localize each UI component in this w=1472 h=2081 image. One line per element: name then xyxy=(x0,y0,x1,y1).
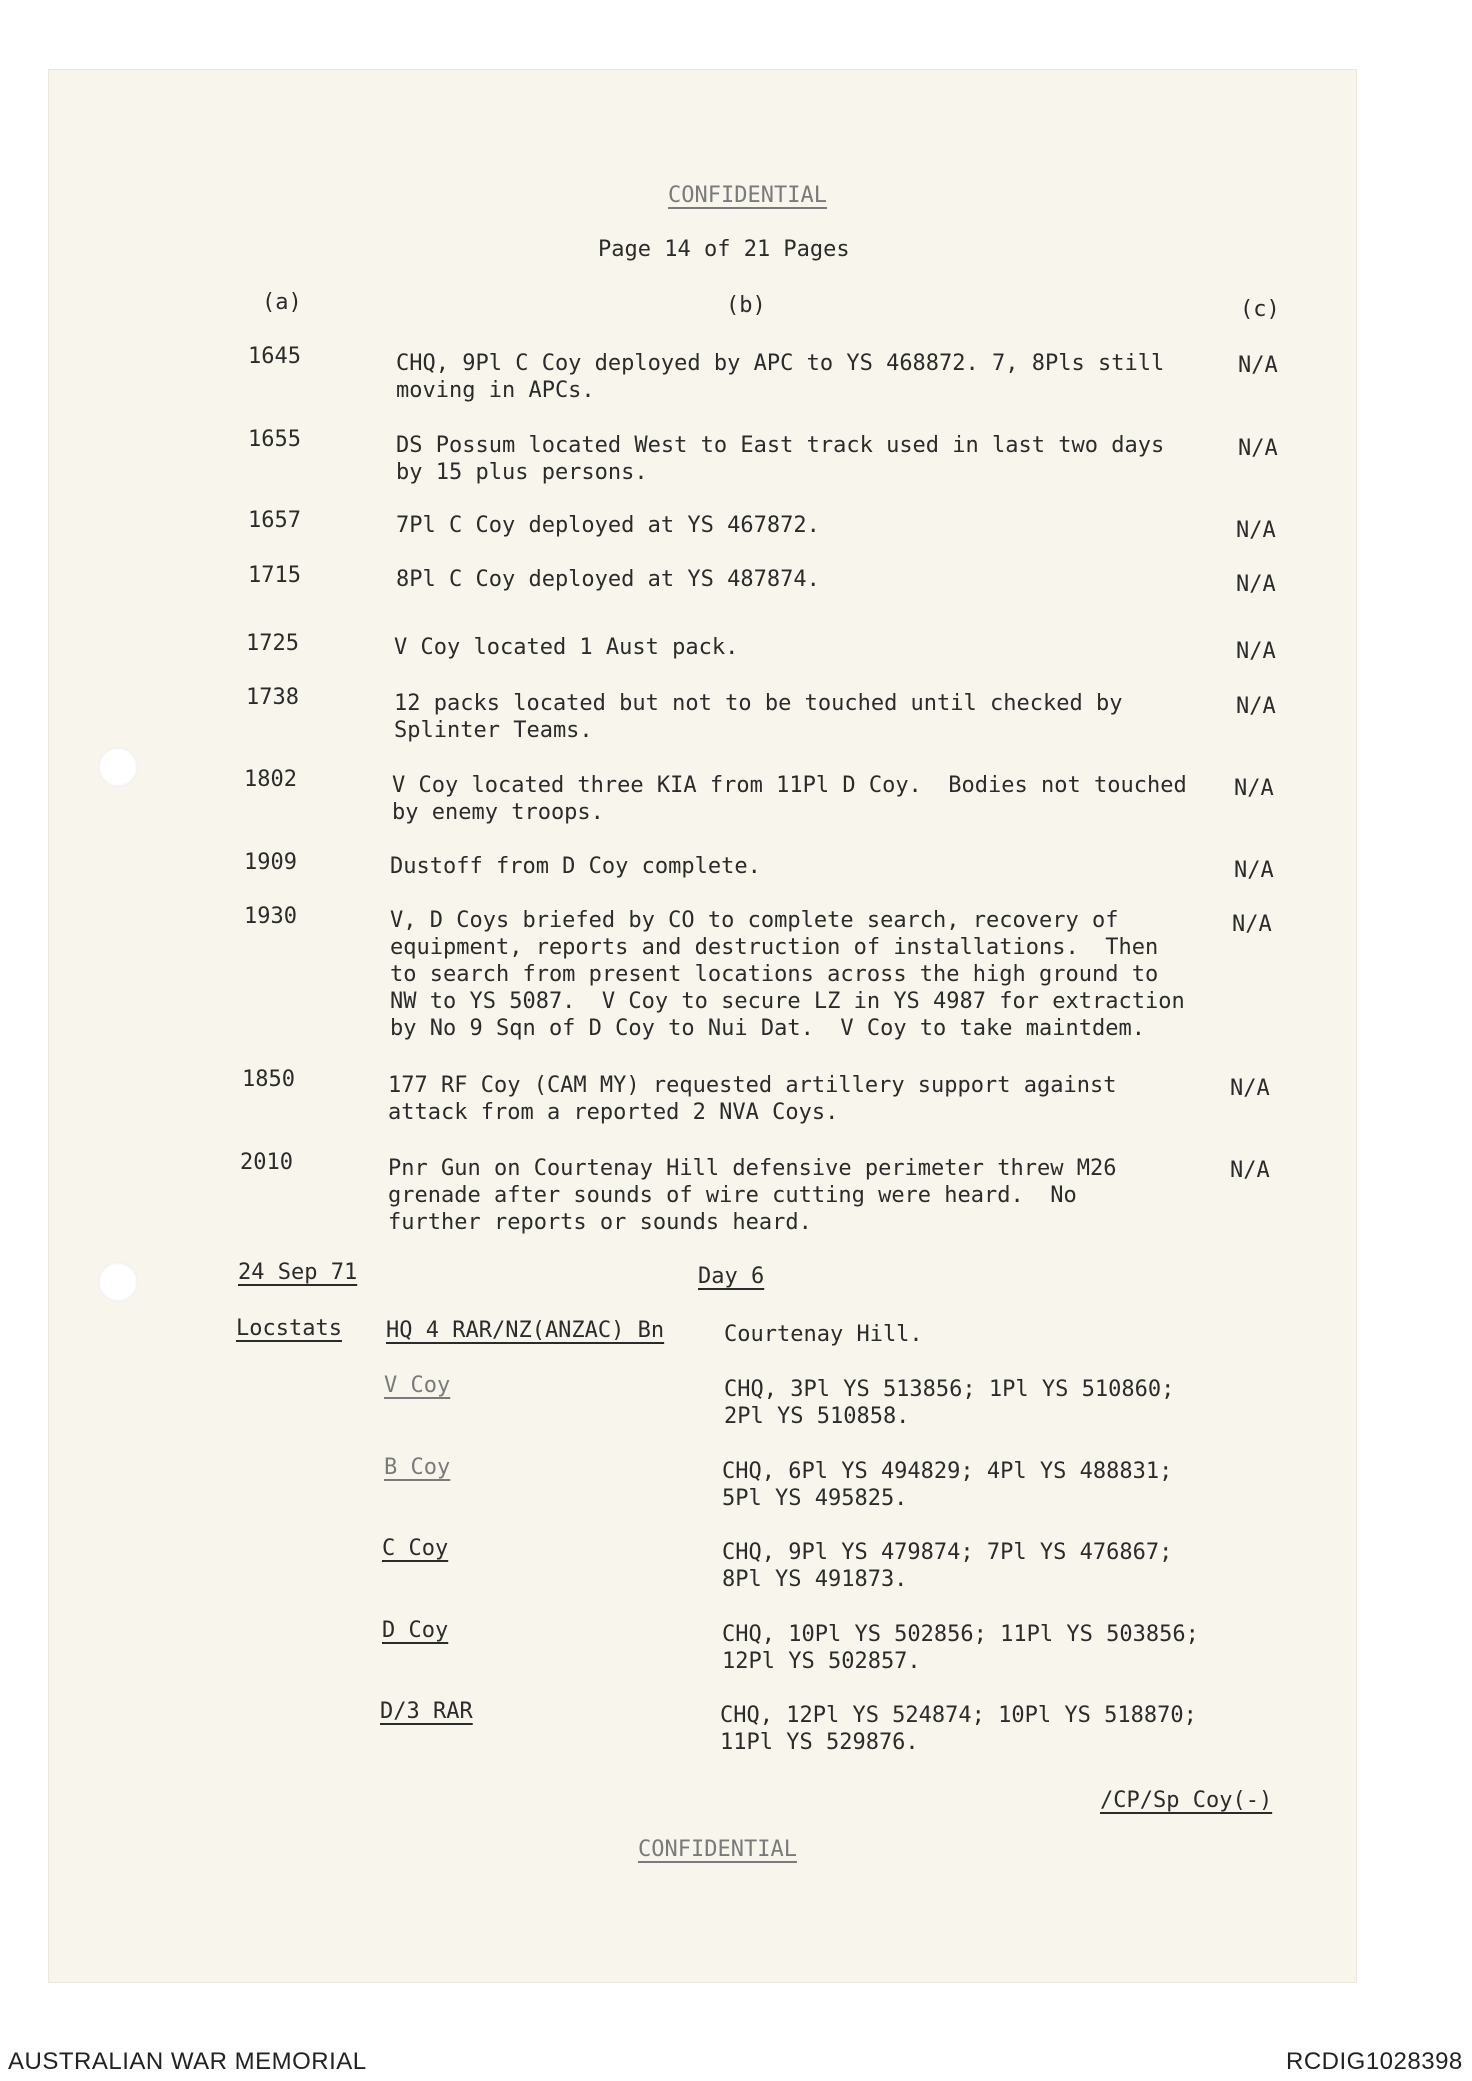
section-day: Day 6 xyxy=(698,1264,765,1289)
entry-status: N/A xyxy=(1234,858,1274,883)
entry-time: 1850 xyxy=(242,1067,295,1092)
entry-status: N/A xyxy=(1234,776,1274,801)
locstat-location: Courtenay Hill. xyxy=(724,1322,923,1347)
locstat-location: CHQ, 12Pl YS 524874; 10Pl YS 518870; 11Pl YS 529876. xyxy=(720,1703,1197,1755)
entry-time: 1802 xyxy=(244,767,297,792)
entry-status: N/A xyxy=(1230,1076,1270,1101)
entry-text: 12 packs located but not to be touched until checked by Splinter Teams. xyxy=(394,691,1123,743)
locstat-unit: D/3 RAR xyxy=(380,1699,473,1724)
entry-status: N/A xyxy=(1236,639,1276,664)
footer-archive-id: RCDIG1028398 xyxy=(1286,2048,1463,2075)
column-c-heading: (c) xyxy=(1240,297,1280,322)
entry-time: 1930 xyxy=(244,904,297,929)
locstat-location: CHQ, 9Pl YS 479874; 7Pl YS 476867; 8Pl YS 491873. xyxy=(722,1540,1173,1592)
entry-time: 2010 xyxy=(240,1150,293,1175)
column-a-heading: (a) xyxy=(262,290,302,315)
locstat-location: CHQ, 3Pl YS 513856; 1Pl YS 510860; 2Pl YS 510858. xyxy=(724,1377,1175,1429)
entry-time: 1715 xyxy=(248,563,301,588)
entry-status: N/A xyxy=(1236,518,1276,543)
entry-text: DS Possum located West to East track used in last two days by 15 plus persons. xyxy=(396,433,1165,485)
footer-archive-name: AUSTRALIAN WAR MEMORIAL xyxy=(8,2048,367,2075)
locstat-unit: HQ 4 RAR/NZ(ANZAC) Bn xyxy=(386,1318,665,1343)
entry-time: 1645 xyxy=(248,344,301,369)
entry-text: V, D Coys briefed by CO to complete search, recovery of equipment, reports and destruction of installations. Then to search from present locations across the high ground to NW to YS 5087. V Coy to secure LZ in YS 4987 for extraction by No 9 Sqn of D Coy to Nui Dat. V Coy to take maintdem. xyxy=(390,908,1185,1041)
locstat-location: CHQ, 10Pl YS 502856; 11Pl YS 503856; 12Pl YS 502857. xyxy=(722,1622,1199,1674)
entry-text: Pnr Gun on Courtenay Hill defensive perimeter threw M26 grenade after sounds of wire cutting were heard. No further reports or sounds heard. xyxy=(388,1156,1117,1235)
column-b-heading: (b) xyxy=(726,293,766,318)
classification-bottom: CONFIDENTIAL xyxy=(638,1837,797,1862)
entry-time: 1655 xyxy=(248,427,301,452)
entry-text: 177 RF Coy (CAM MY) requested artillery support against attack from a reported 2 NVA Coys. xyxy=(388,1073,1117,1125)
entry-text: V Coy located three KIA from 11Pl D Coy. Bodies not touched by enemy troops. xyxy=(392,773,1187,825)
entry-text: 7Pl C Coy deployed at YS 467872. xyxy=(396,513,820,538)
locstat-unit: V Coy xyxy=(384,1373,451,1398)
entry-status: N/A xyxy=(1238,436,1278,461)
punch-hole-lower xyxy=(98,1262,138,1302)
entry-status: N/A xyxy=(1232,912,1272,937)
locstat-unit: D Coy xyxy=(382,1618,449,1643)
entry-status: N/A xyxy=(1236,572,1276,597)
entry-status: N/A xyxy=(1230,1158,1270,1183)
entry-time: 1657 xyxy=(248,508,301,533)
entry-text: 8Pl C Coy deployed at YS 487874. xyxy=(396,567,820,592)
entry-time: 1725 xyxy=(246,631,299,656)
entry-status: N/A xyxy=(1236,694,1276,719)
locstats-label: Locstats xyxy=(236,1316,342,1341)
entry-time: 1738 xyxy=(246,685,299,710)
section-date: 24 Sep 71 xyxy=(238,1260,358,1285)
locstat-location: CHQ, 6Pl YS 494829; 4Pl YS 488831; 5Pl YS 495825. xyxy=(722,1459,1173,1511)
page-indicator: Page 14 of 21 Pages xyxy=(598,237,850,262)
locstat-unit: C Coy xyxy=(382,1536,449,1561)
continuation-note: /CP/Sp Coy(-) xyxy=(1100,1788,1273,1813)
entry-time: 1909 xyxy=(244,850,297,875)
locstat-unit: B Coy xyxy=(384,1455,451,1480)
entry-status: N/A xyxy=(1238,353,1278,378)
entry-text: Dustoff from D Coy complete. xyxy=(390,854,761,879)
entry-text: V Coy located 1 Aust pack. xyxy=(394,635,739,660)
classification-top: CONFIDENTIAL xyxy=(668,183,827,208)
entry-text: CHQ, 9Pl C Coy deployed by APC to YS 468872. 7, 8Pls still moving in APCs. xyxy=(396,351,1165,403)
punch-hole-upper xyxy=(98,747,138,787)
